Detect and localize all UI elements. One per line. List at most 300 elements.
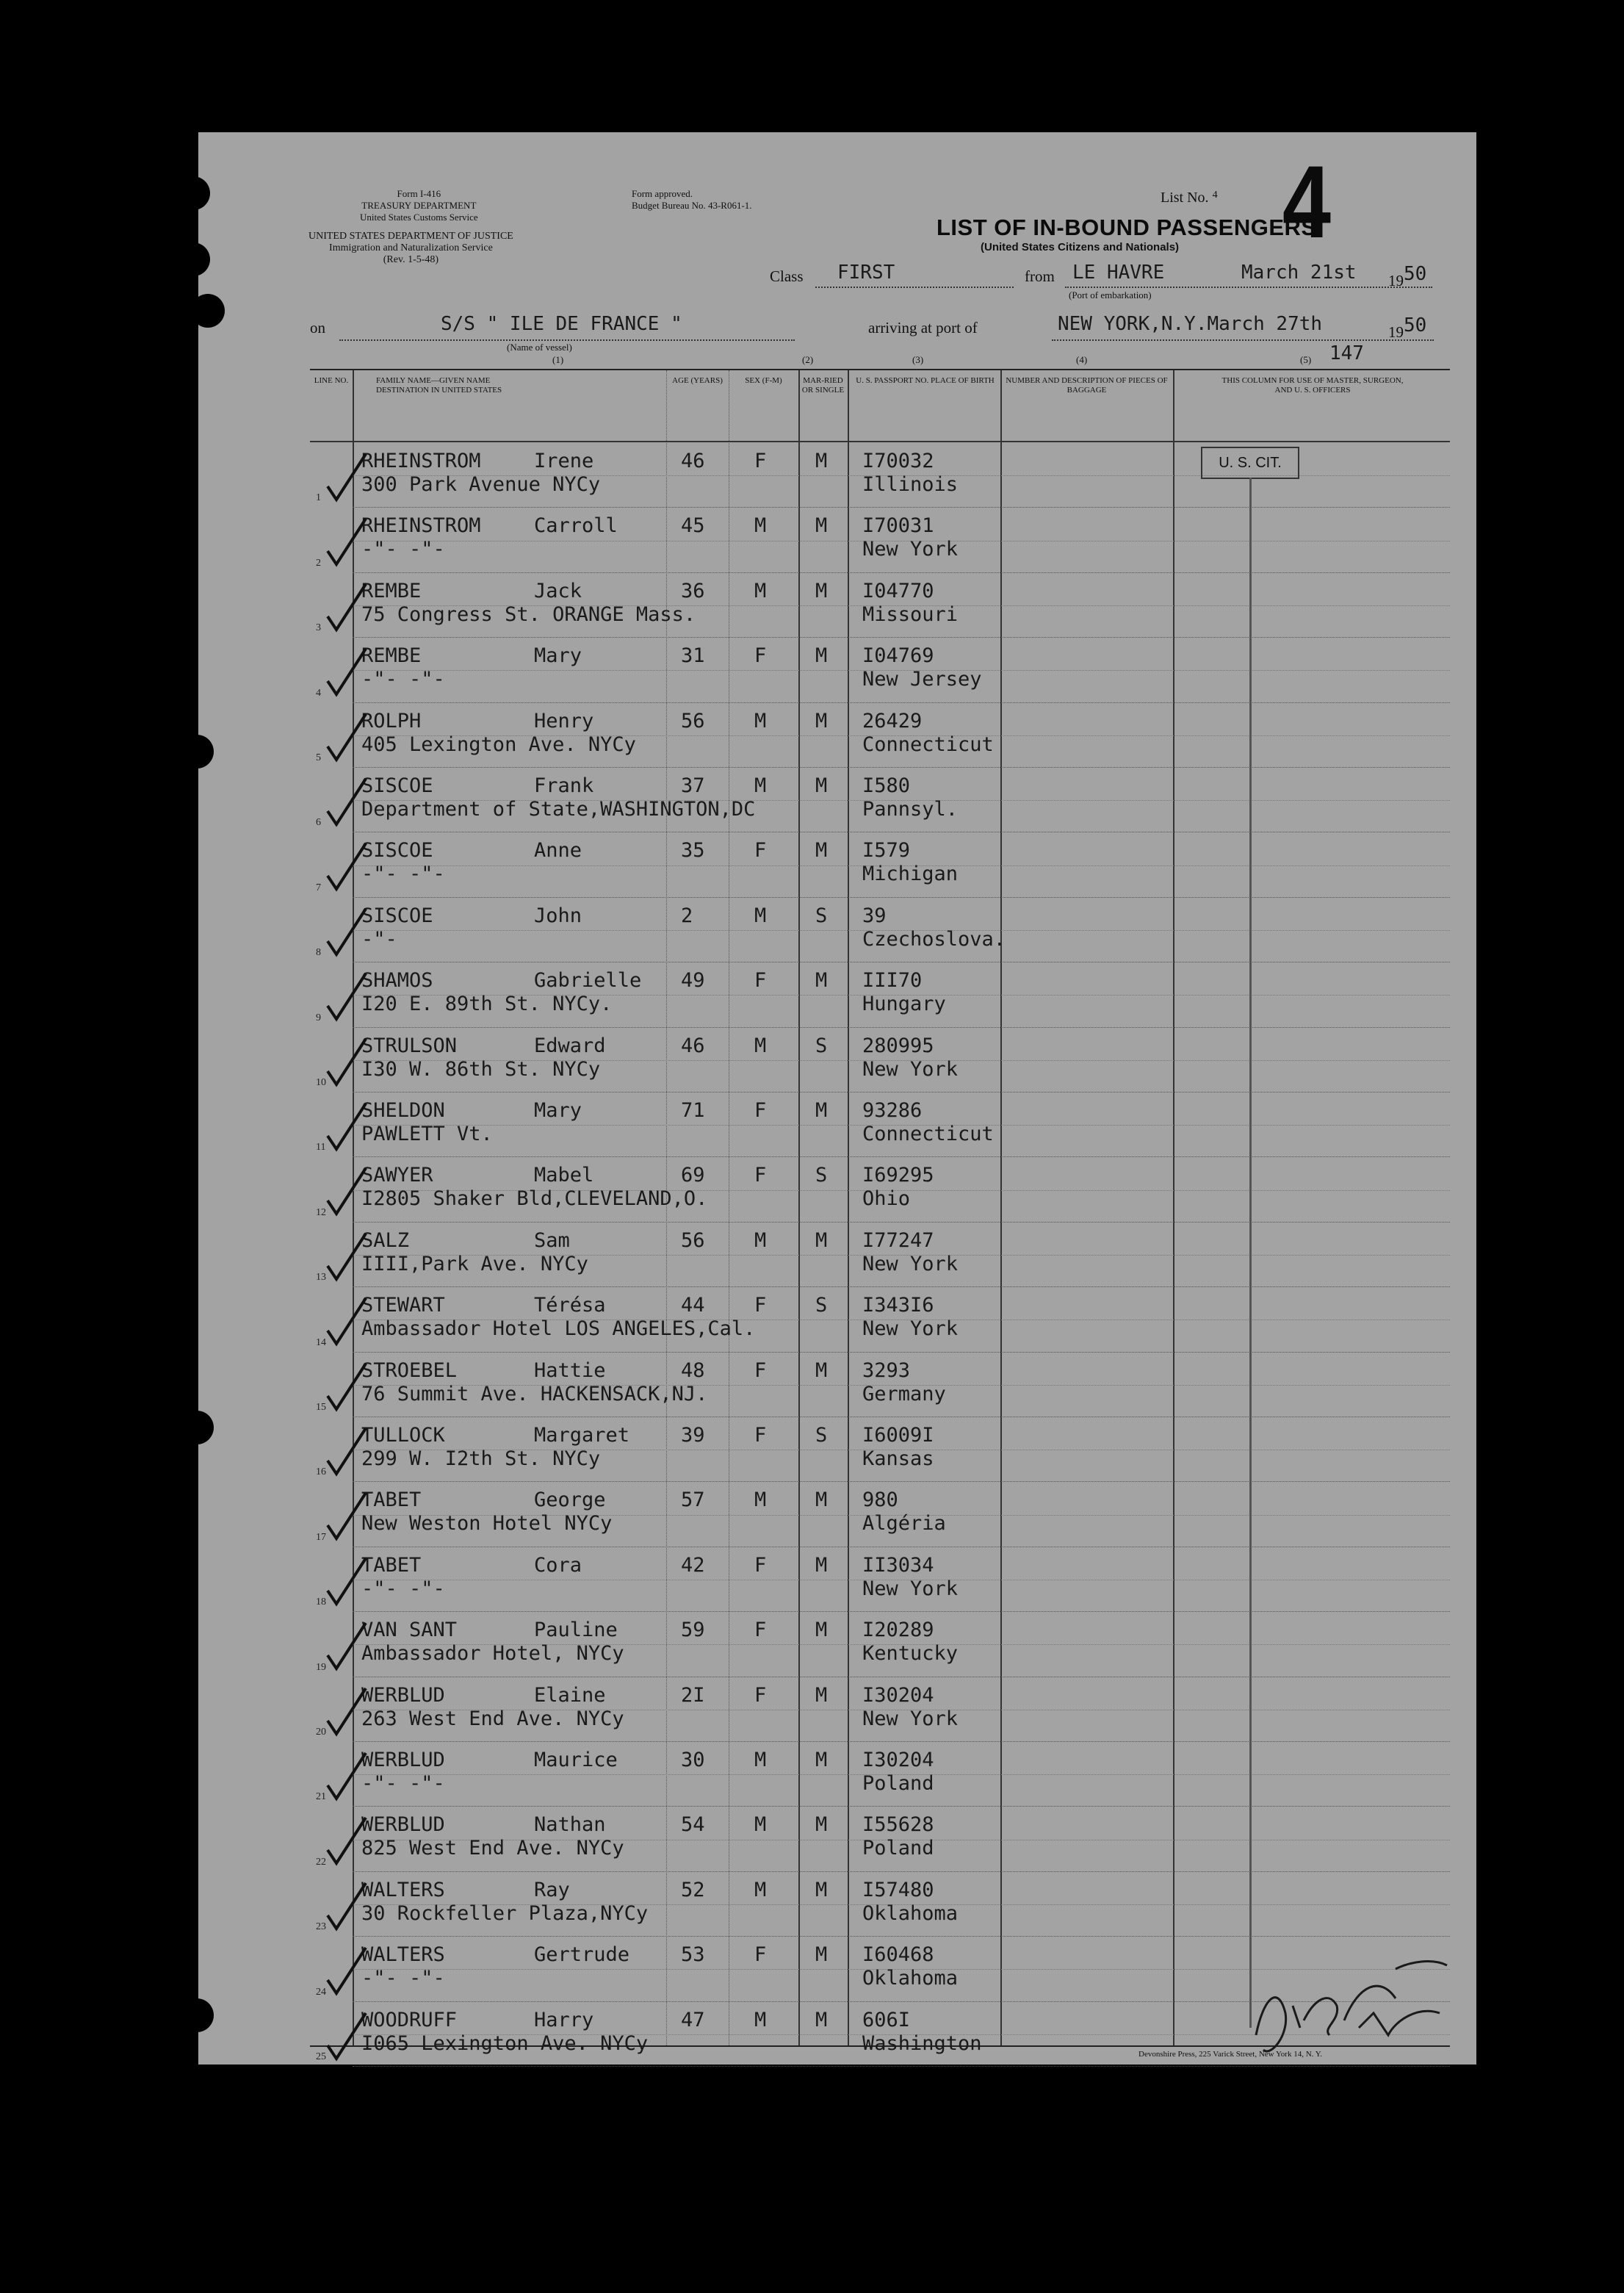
line-number: 7 (316, 882, 321, 893)
place-of-birth: Connecticut (862, 732, 994, 756)
destination: 76 Summit Ave. HACKENSACK,NJ. (361, 1382, 708, 1405)
passport-number: I20289 (862, 1619, 934, 1642)
col-divider (798, 370, 800, 2045)
sex: F (754, 1424, 767, 1447)
age: 56 (681, 709, 705, 732)
given-name: Sam (534, 1228, 570, 1252)
place-of-birth: Missouri (862, 602, 959, 626)
checkmark-icon (325, 1620, 369, 1671)
form-id: Form I-416 (397, 188, 441, 199)
place-of-birth: Oklahoma (862, 1901, 959, 1925)
checkmark-icon (325, 1685, 369, 1737)
row-rule (353, 507, 1450, 508)
marital-status: M (815, 450, 828, 472)
row-rule (353, 1936, 1450, 1937)
passport-number: I77247 (862, 1228, 934, 1252)
passport-number: 980 (862, 1489, 898, 1512)
destination: IIII,Park Ave. NYCy (361, 1252, 588, 1275)
row-rule (353, 1481, 1450, 1482)
age: 71 (681, 1099, 705, 1122)
destination: 405 Lexington Ave. NYCy (361, 732, 636, 756)
given-name: Margaret (534, 1424, 630, 1447)
checkmark-icon (325, 1945, 369, 1996)
sex: F (754, 1683, 767, 1707)
line-number: 3 (316, 622, 321, 634)
budget-bureau-line: Budget Bureau No. 43-R061-1. (632, 200, 752, 211)
row-rule (353, 1611, 1450, 1612)
col-head-age: AGE (YEARS) (672, 376, 723, 385)
list-no-small: 4 (1212, 190, 1218, 201)
checkmark-icon (325, 1425, 369, 1477)
on-label: on (310, 319, 325, 336)
age: 48 (681, 1358, 705, 1382)
row-rule (353, 897, 1450, 898)
passport-number: I30204 (862, 1749, 934, 1771)
checkmark-icon (325, 1231, 369, 1282)
embark-note: (Port of embarkation) (1069, 289, 1152, 300)
checkmark-icon (325, 451, 369, 503)
col-divider (1173, 370, 1174, 2045)
destination: -"- -"- (361, 1772, 445, 1795)
punch-hole (176, 176, 210, 210)
sex: F (754, 839, 767, 863)
us-cit-stamp: U. S. CIT. (1201, 447, 1299, 479)
line-number: 18 (316, 1597, 326, 1608)
given-name: George (534, 1489, 606, 1512)
arriving-label: arriving at port of (868, 319, 978, 336)
age: 35 (681, 839, 705, 863)
place-of-birth: Poland (862, 1772, 934, 1795)
printer-imprint: Devonshire Press, 225 Varick Street, New York 14, N. Y. (1138, 2050, 1323, 2059)
given-name: Henry (534, 709, 594, 732)
marital-status: M (815, 1099, 828, 1122)
destination: 263 West End Ave. NYCy (361, 1707, 624, 1730)
checkmark-icon (325, 1555, 369, 1607)
destination: Ambassador Hotel LOS ANGELES,Cal. (361, 1317, 756, 1341)
line-number: 8 (316, 947, 321, 959)
place-of-birth: New York (862, 1252, 959, 1275)
passport-number: III70 (862, 969, 923, 993)
given-name: Anne (534, 839, 582, 863)
marital-status: M (815, 1943, 828, 1967)
age: 52 (681, 1878, 705, 1901)
passport-number: I579 (862, 839, 911, 863)
given-name: Térésa (534, 1294, 606, 1317)
checkmark-icon (325, 581, 369, 633)
page-title: LIST OF IN-BOUND PASSENGERS (936, 215, 1317, 240)
line-number: 1 (316, 492, 321, 504)
given-name: Hattie (534, 1358, 606, 1382)
checkmark-icon (325, 1880, 369, 1932)
header-rule (310, 441, 1450, 442)
vessel-fill-line (339, 339, 795, 341)
family-name: STEWART (361, 1294, 445, 1317)
col-num-2: (2) (802, 354, 814, 365)
sex: M (754, 514, 767, 538)
marital-status: M (815, 1619, 828, 1642)
age: 36 (681, 579, 705, 602)
page-subtitle: (United States Citizens and Nationals) (981, 241, 1180, 253)
marital-status: S (815, 1294, 828, 1317)
marital-status: M (815, 1228, 828, 1252)
marital-status: M (815, 839, 828, 863)
line-number: 17 (316, 1531, 326, 1543)
checkmark-icon (325, 971, 369, 1022)
sex: M (754, 1878, 767, 1901)
given-name: John (534, 904, 582, 927)
marital-status: M (815, 1749, 828, 1771)
marital-status: M (815, 514, 828, 538)
row-rule (353, 1871, 1450, 1872)
place-of-birth: New York (862, 1057, 959, 1081)
pencil-line (1249, 478, 1252, 2028)
sex: F (754, 450, 767, 472)
line-number: 20 (316, 1727, 326, 1738)
family-name: SISCOE (361, 904, 433, 927)
age: 30 (681, 1749, 705, 1771)
destination: -"- -"- (361, 1577, 445, 1600)
destination: 299 W. I2th St. NYCy (361, 1447, 601, 1470)
passport-number: I55628 (862, 1813, 934, 1837)
marital-status: M (815, 1553, 828, 1577)
punch-hole (176, 242, 210, 276)
passport-number: I580 (862, 774, 911, 797)
line-number: 2 (316, 557, 321, 569)
family-name: TULLOCK (361, 1424, 445, 1447)
passport-number: I69295 (862, 1164, 934, 1187)
family-name: SAWYER (361, 1164, 433, 1187)
sex: M (754, 709, 767, 732)
age: 56 (681, 1228, 705, 1252)
given-name: Mary (534, 1099, 582, 1122)
col-num-4: (4) (1076, 354, 1088, 365)
line-number: 12 (316, 1206, 326, 1218)
given-name: Jack (534, 579, 582, 602)
sex: F (754, 1164, 767, 1187)
given-name: Elaine (534, 1683, 606, 1707)
row-rule (353, 1222, 1450, 1223)
age: 2I (681, 1683, 705, 1707)
place-of-birth: New York (862, 538, 959, 561)
age: 69 (681, 1164, 705, 1187)
marital-status: M (815, 1358, 828, 1382)
age: 42 (681, 1553, 705, 1577)
marital-status: S (815, 1424, 828, 1447)
checkmark-icon (325, 906, 369, 957)
family-name: WALTERS (361, 1943, 445, 1967)
passport-number: 606I (862, 2008, 911, 2031)
row-rule (353, 2066, 1450, 2067)
sex: M (754, 579, 767, 602)
place-of-birth: Washington (862, 2031, 982, 2055)
place-of-birth: New York (862, 1317, 959, 1341)
passport-number: 39 (862, 904, 887, 927)
given-name: Gabrielle (534, 969, 642, 993)
checkmark-icon (325, 1361, 369, 1412)
marital-status: M (815, 2008, 828, 2031)
destination: 75 Congress St. ORANGE Mass. (361, 602, 696, 626)
form-approved (632, 188, 752, 212)
row-rule (353, 1156, 1450, 1157)
vessel-name: S/S " ILE DE FRANCE " (441, 313, 682, 335)
destination: 300 Park Avenue NYCy (361, 473, 601, 496)
line-number: 9 (316, 1012, 321, 1023)
given-name: Carroll (534, 514, 618, 538)
signature (1249, 1954, 1469, 2065)
passport-number: I30204 (862, 1683, 934, 1707)
doj-line: UNITED STATES DEPARTMENT OF JUSTICE (308, 231, 513, 242)
passport-number: I70032 (862, 450, 934, 472)
place-of-birth: Michigan (862, 863, 959, 886)
place-of-birth: Algéria (862, 1512, 946, 1536)
ins-line: Immigration and Naturalization Service (329, 242, 493, 253)
age: 46 (681, 1034, 705, 1057)
passport-number: 280995 (862, 1034, 934, 1057)
sex: M (754, 774, 767, 797)
marital-status: M (815, 1683, 828, 1707)
given-name: Mabel (534, 1164, 594, 1187)
given-name: Harry (534, 2008, 594, 2031)
marital-status: M (815, 644, 828, 668)
family-name: WERBLUD (361, 1813, 445, 1837)
year-prefix: 19 (1388, 323, 1404, 341)
sex: F (754, 644, 767, 668)
age: 45 (681, 514, 705, 538)
age: 39 (681, 1424, 705, 1447)
form-service: United States Customs Service (360, 212, 478, 223)
sex: F (754, 1099, 767, 1122)
checkmark-icon (325, 1036, 369, 1087)
checkmark-icon (325, 1101, 369, 1152)
passport-number: I04770 (862, 579, 934, 602)
marital-status: M (815, 1878, 828, 1901)
line-number: 4 (316, 687, 321, 699)
col-head-name: FAMILY NAME—GIVEN NAME DESTINATION IN UNITED STATES (376, 376, 502, 395)
sex: M (754, 1228, 767, 1252)
page-count: 147 (1329, 342, 1364, 364)
row-rule (353, 767, 1450, 768)
line-number: 6 (316, 817, 321, 829)
family-name: VAN SANT (361, 1619, 458, 1642)
family-name: SISCOE (361, 774, 433, 797)
destination: I20 E. 89th St. NYCy. (361, 993, 613, 1016)
given-name: Gertrude (534, 1943, 630, 1967)
col-divider (1000, 370, 1002, 2045)
destination: 825 West End Ave. NYCy (361, 1837, 624, 1860)
marital-status: M (815, 774, 828, 797)
passport-number: I04769 (862, 644, 934, 668)
given-name: Frank (534, 774, 594, 797)
depart-year (1388, 263, 1427, 291)
col-head-passport: U. S. PASSPORT NO. PLACE OF BIRTH (856, 376, 995, 385)
passport-number: I343I6 (862, 1294, 934, 1317)
passport-number: I57480 (862, 1878, 934, 1901)
given-name: Nathan (534, 1813, 606, 1837)
punch-hole (180, 1998, 214, 2032)
age: 53 (681, 1943, 705, 1967)
line-number: 10 (316, 1077, 326, 1088)
approved-line: Form approved. (632, 188, 693, 199)
place-of-birth: Kansas (862, 1447, 934, 1470)
place-of-birth: Illinois (862, 473, 959, 496)
sex: M (754, 1749, 767, 1771)
checkmark-icon (325, 776, 369, 827)
row-rule (353, 572, 1450, 573)
from-label: from (1025, 267, 1055, 285)
checkmark-icon (325, 1750, 369, 1801)
family-name: SHELDON (361, 1099, 445, 1122)
passport-number: 3293 (862, 1358, 911, 1382)
col-head-officers: THIS COLUMN FOR USE OF MASTER, SURGEON, AND U. S. OFFICERS (1221, 376, 1404, 395)
form-number (360, 188, 478, 223)
place-of-birth: New Jersey (862, 668, 982, 691)
col-head-line: LINE NO. (314, 376, 349, 385)
checkmark-icon (325, 840, 369, 892)
checkmark-icon (325, 711, 369, 763)
line-number: 11 (316, 1142, 326, 1153)
family-name: WERBLUD (361, 1749, 445, 1771)
line-number: 5 (316, 752, 321, 763)
col-num-3: (3) (912, 354, 924, 365)
age: 37 (681, 774, 705, 797)
row-rule (353, 637, 1450, 638)
list-no-text: List No. (1161, 190, 1209, 206)
family-name: RHEINSTROM (361, 514, 481, 538)
passport-number: 93286 (862, 1099, 923, 1122)
place-of-birth: Oklahoma (862, 1967, 959, 1990)
line-number: 22 (316, 1856, 326, 1868)
destination: -"- -"- (361, 538, 445, 561)
checkmark-icon (325, 1490, 369, 1541)
family-name: STROEBEL (361, 1358, 458, 1382)
sex: F (754, 969, 767, 993)
rev-line: (Rev. 1-5-48) (383, 254, 439, 265)
given-name: Mary (534, 644, 582, 668)
destination: I2805 Shaker Bld,CLEVELAND,O. (361, 1187, 708, 1211)
age: 49 (681, 969, 705, 993)
line-number: 24 (316, 1986, 326, 1998)
marital-status: M (815, 1489, 828, 1512)
family-name: SISCOE (361, 839, 433, 863)
place-of-birth: New York (862, 1577, 959, 1600)
row-rule (353, 1352, 1450, 1353)
given-name: Edward (534, 1034, 606, 1057)
year-prefix: 19 (1388, 272, 1404, 289)
marital-status: M (815, 709, 828, 732)
checkmark-icon (325, 646, 369, 697)
family-name: STRULSON (361, 1034, 458, 1057)
sex: F (754, 1943, 767, 1967)
age: 59 (681, 1619, 705, 1642)
row-rule (353, 1027, 1450, 1028)
destination: -"- -"- (361, 1967, 445, 1990)
family-name: SHAMOS (361, 969, 433, 993)
destination: -"- -"- (361, 668, 445, 691)
place-of-birth: Hungary (862, 993, 946, 1016)
col-divider (848, 370, 849, 2045)
class-fill-line (815, 287, 1014, 288)
arrival-fill-line (1052, 339, 1434, 341)
sex: M (754, 2008, 767, 2031)
punch-hole (180, 735, 214, 768)
line-number: 13 (316, 1272, 326, 1284)
sex: M (754, 904, 767, 927)
doj-block (308, 231, 513, 266)
sex: F (754, 1358, 767, 1382)
row-rule (353, 1741, 1450, 1742)
sex: M (754, 1034, 767, 1057)
family-name: WOODRUFF (361, 2008, 458, 2031)
given-name: Pauline (534, 1619, 618, 1642)
arrival-port-date: NEW YORK,N.Y.March 27th (1058, 313, 1323, 335)
place-of-birth: Ohio (862, 1187, 911, 1211)
age: 46 (681, 450, 705, 472)
place-of-birth: Poland (862, 1837, 934, 1860)
checkmark-icon (325, 1295, 369, 1347)
marital-status: M (815, 579, 828, 602)
line-number: 15 (316, 1402, 326, 1413)
checkmark-icon (325, 1165, 369, 1217)
given-name: Maurice (534, 1749, 618, 1771)
place-of-birth: New York (862, 1707, 959, 1730)
sex: F (754, 1294, 767, 1317)
col-head-married: MAR-RIED OR SINGLE (801, 376, 845, 395)
family-name: REMBE (361, 579, 422, 602)
sex: F (754, 1619, 767, 1642)
arrival-year (1388, 314, 1427, 342)
destination: -"- -"- (361, 863, 445, 886)
marital-status: M (815, 1813, 828, 1837)
given-name: Ray (534, 1878, 570, 1901)
family-name: TABET (361, 1553, 422, 1577)
class-label: Class (770, 267, 804, 285)
line-number: 19 (316, 1661, 326, 1673)
destination: New Weston Hotel NYCy (361, 1512, 613, 1536)
destination: Ambassador Hotel, NYCy (361, 1642, 624, 1666)
family-name: SALZ (361, 1228, 410, 1252)
marital-status: S (815, 904, 828, 927)
form-department: TREASURY DEPARTMENT (361, 200, 477, 211)
family-name: WERBLUD (361, 1683, 445, 1707)
sex: M (754, 1489, 767, 1512)
destination: Department of State,WASHINGTON,DC (361, 798, 756, 821)
place-of-birth: Czechoslova. (862, 927, 1006, 951)
family-name: WALTERS (361, 1878, 445, 1901)
line-number: 16 (316, 1466, 326, 1478)
punch-hole (180, 1411, 214, 1444)
place-of-birth: Connecticut (862, 1123, 994, 1145)
family-name: ROLPH (361, 709, 422, 732)
family-name: REMBE (361, 644, 422, 668)
row-rule (353, 1286, 1450, 1287)
passport-number: 26429 (862, 709, 923, 732)
checkmark-icon (325, 2010, 369, 2062)
punch-hole (191, 294, 225, 328)
passport-number: I6009I (862, 1424, 934, 1447)
destination: 30 Rockfeller Plaza,NYCy (361, 1901, 649, 1925)
age: 54 (681, 1813, 705, 1837)
col-head-baggage: NUMBER AND DESCRIPTION OF PIECES OF BAGGAGE (1006, 376, 1168, 395)
given-name: Irene (534, 450, 594, 472)
line-number: 21 (316, 1791, 326, 1803)
passport-number: I60468 (862, 1943, 934, 1967)
destination: I30 W. 86th St. NYCy (361, 1057, 601, 1081)
destination: I065 Lexington Ave. NYCy (361, 2031, 649, 2055)
age: 44 (681, 1294, 705, 1317)
depart-date: March 21st (1241, 262, 1357, 284)
family-name: RHEINSTROM (361, 450, 481, 472)
age: 31 (681, 644, 705, 668)
